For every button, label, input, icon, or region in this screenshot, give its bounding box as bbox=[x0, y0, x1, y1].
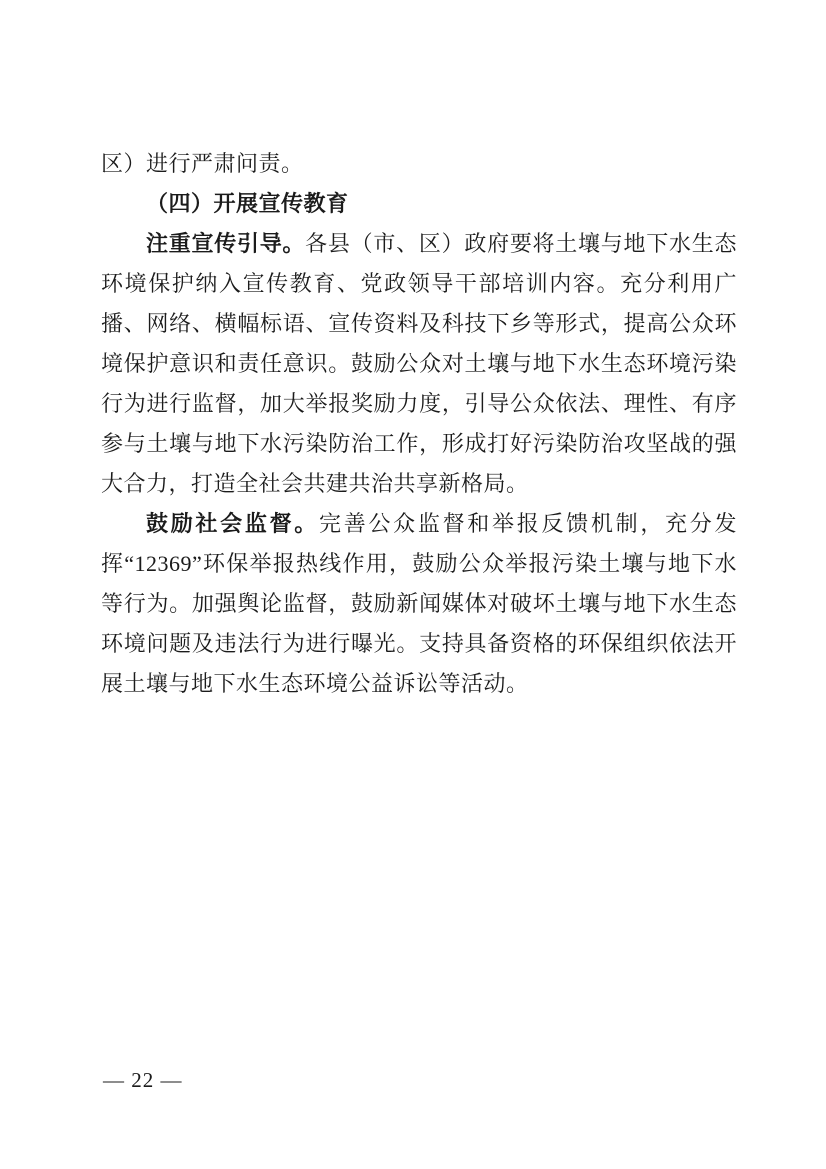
paragraph-social-supervision bbox=[101, 504, 737, 704]
document-body bbox=[101, 144, 737, 704]
paragraph-lead: 注重宣传引导。 bbox=[146, 231, 306, 256]
section-heading: （四）开展宣传教育 bbox=[146, 191, 349, 216]
page-number: — 22 — bbox=[103, 1068, 183, 1092]
paragraph-lead: 鼓励社会监督。 bbox=[146, 511, 320, 536]
paragraph-text: 完善公众监督和举报反馈机制，充分发挥“12369”环保举报热线作用，鼓励公众举报污染土壤与地下水等行为。加强舆论监督，鼓励新闻媒体对破坏土壤与地下水生态环境问题及违法行为进行曝光。支持具备资格的环保组织依法开展土壤与地下水生态环境公益诉讼等活动。 bbox=[101, 511, 737, 696]
continuation-line: 区）进行严肃问责。 bbox=[101, 151, 304, 176]
paragraph-text: 各县（市、区）政府要将土壤与地下水生态环境保护纳入宣传教育、党政领导干部培训内容。充分利用广播、网络、横幅标语、宣传资料及科技下乡等形式，提高公众环境保护意识和责任意识。鼓励公众对土壤与地下水生态环境污染行为进行监督，加大举报奖励力度，引导公众依法、理性、有序参与土壤与地下水污染防治工作，形成打好污染防治攻坚战的强大合力，打造全社会共建共治共享新格局。 bbox=[101, 231, 737, 496]
paragraph-promote-publicity bbox=[101, 224, 737, 504]
